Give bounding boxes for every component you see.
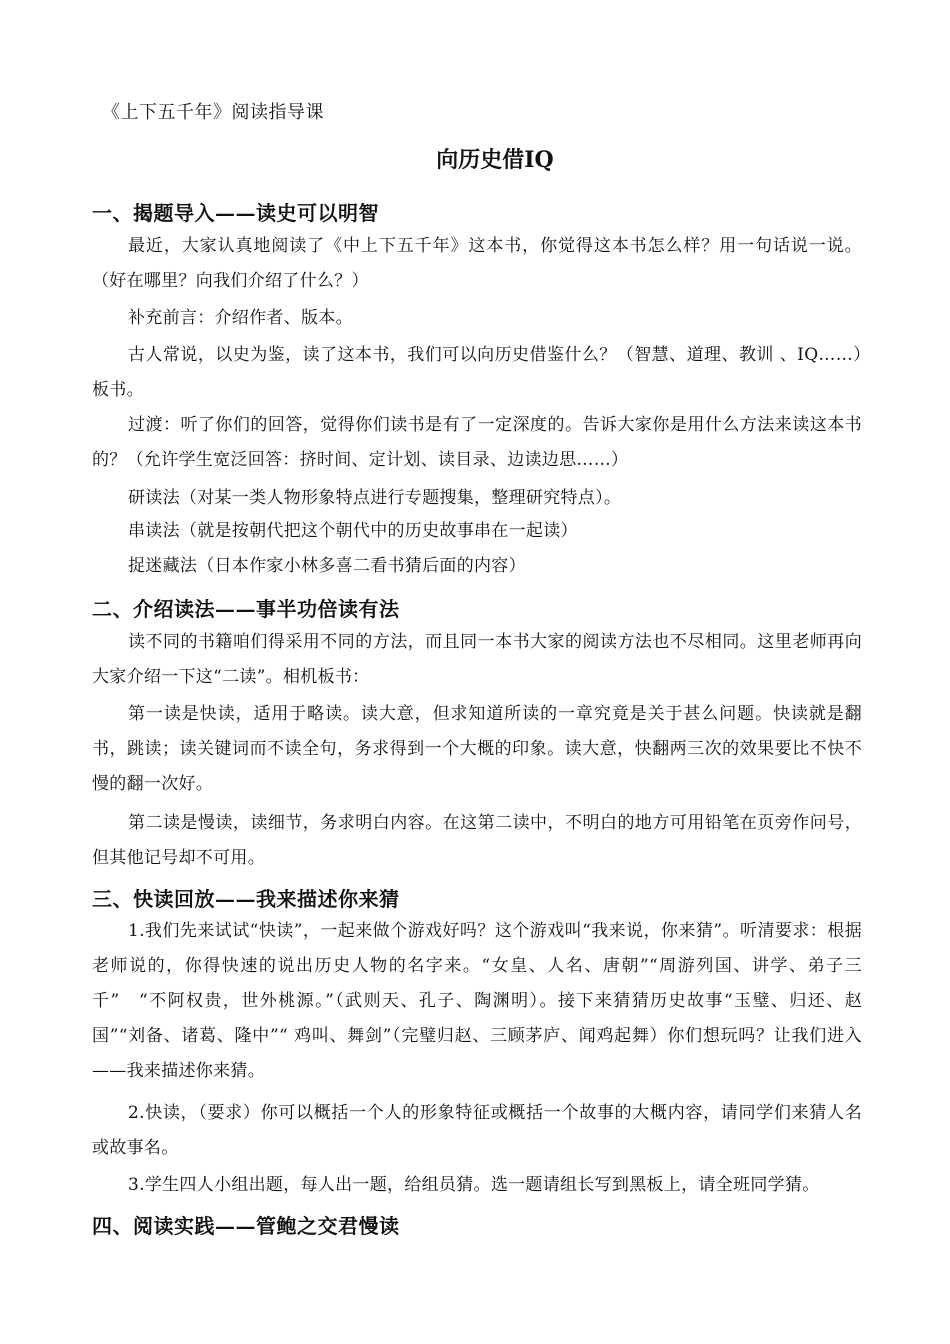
section-3-paragraph-1: 1.我们先来试试“快读”，一起来做个游戏好吗？这个游戏叫“我来说，你来猜”。听清要求：根据老师说的，你得快速的说出历史人物的名字来。“女皇、人名、唐朝”“周游列国、讲学、弟子三千” “不阿权贵，世外桃源。”（武则天、孔子、陶渊明）。接下来猜猜历史故事“玉璧、归还、赵国”“刘备、诸葛、隆中”“ 鸡叫、舞剑”（完璧归赵、三顾茅庐、闻鸡起舞）你们想玩吗？让我们进入——我来描述你来猜。 — [92, 921, 862, 1081]
section-2-heading: 二、介绍读法——事半功倍读有法 — [92, 597, 400, 621]
section-2-paragraph-3: 第二读是慢读，读细节，务求明白内容。在这第二读中，不明白的地方可用铅笔在页旁作问号，但其他记号却不可用。 — [92, 813, 862, 868]
document-subtitle: 《上下五千年》阅读指导课 — [102, 102, 324, 123]
section-1-paragraph-1: 最近，大家认真地阅读了《中上下五千年》这本书，你觉得这本书怎么样？用一句话说一说。（好在哪里？向我们介绍了什么？） — [92, 236, 862, 291]
section-1-paragraph-5: 研读法（对某一类人物形象特点进行专题搜集，整理研究特点）。 — [128, 488, 622, 508]
section-1-paragraph-4: 过渡：听了你们的回答，觉得你们读书是有了一定深度的。告诉大家你是用什么方法来读这本书的？（允许学生宽泛回答：挤时间、定计划、读目录、边读边思……） — [92, 415, 862, 470]
section-4-heading: 四、阅读实践——管鲍之交君慢读 — [92, 1214, 400, 1238]
section-1-paragraph-2: 补充前言：介绍作者、版本。 — [128, 308, 353, 328]
section-3-heading: 三、快读回放——我来描述你来猜 — [92, 887, 400, 911]
section-3-paragraph-2: 2.快读，（要求）你可以概括一个人的形象特征或概括一个故事的大概内容，请同学们来猜人名或故事名。 — [92, 1103, 862, 1158]
section-3-paragraph-3: 3.学生四人小组出题，每人出一题，给组员猜。选一题请组长写到黑板上，请全班同学猜。 — [128, 1175, 820, 1195]
section-1-heading: 一、揭题导入——读史可以明智 — [92, 201, 379, 225]
section-2-paragraph-2: 第一读是快读，适用于略读。读大意，但求知道所读的一章究竟是关于甚么问题。快读就是翻书，跳读；读关键词而不读全句，务求得到一个大概的印象。读大意，快翻两三次的效果要比不快不慢的翻一次好。 — [92, 704, 862, 794]
document-title: 向历史借IQ — [436, 147, 554, 173]
section-1-paragraph-6: 串读法（就是按朝代把这个朝代中的历史故事串在一起读） — [128, 521, 578, 541]
section-1-paragraph-3: 古人常说，以史为鉴，读了这本书，我们可以向历史借鉴什么？（智慧、道理、教训 、IQ……）板书。 — [92, 345, 862, 400]
section-1-paragraph-7: 捉迷藏法（日本作家小林多喜二看书猜后面的内容） — [128, 556, 526, 576]
section-2-paragraph-1: 读不同的书籍咱们得采用不同的方法，而且同一本书大家的阅读方法也不尽相同。这里老师再向大家介绍一下这“二读”。相机板书： — [92, 632, 862, 687]
